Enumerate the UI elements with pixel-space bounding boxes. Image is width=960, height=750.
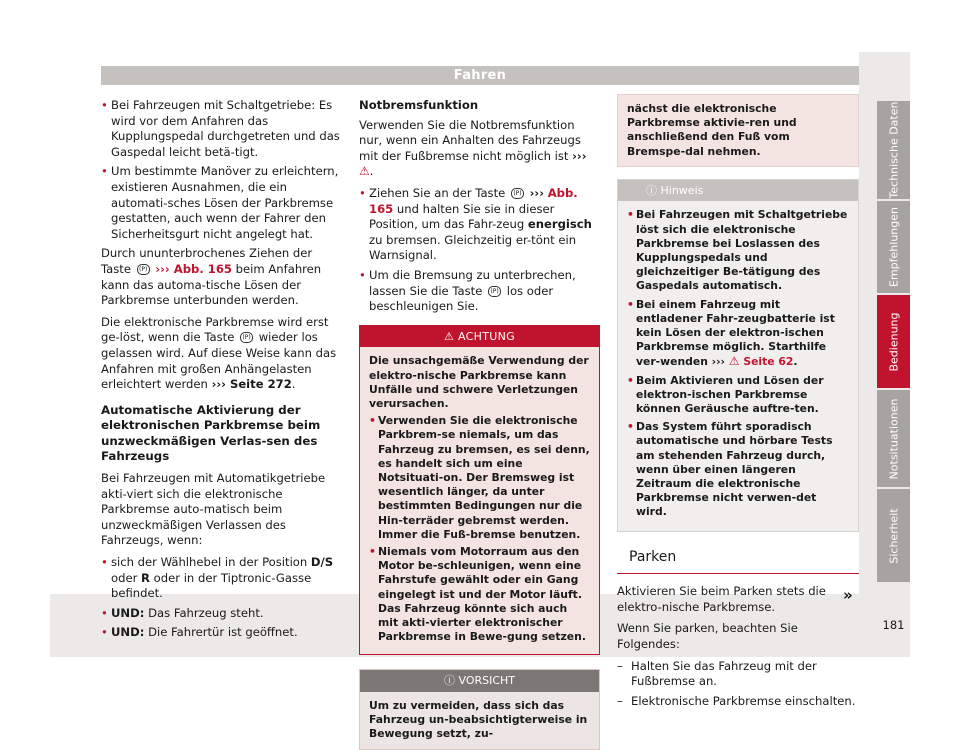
text: Durch ununterbrochenes Ziehen der Taste xyxy=(101,246,313,276)
warning-triangle-icon: ⚠ xyxy=(444,329,455,343)
warning-title: ACHTUNG xyxy=(458,329,515,343)
note-box-header xyxy=(618,180,858,202)
text: Das Fahrzeug steht. xyxy=(148,605,264,620)
note-box xyxy=(617,179,859,532)
caution-icon: ⓘ xyxy=(443,674,455,688)
list-item xyxy=(101,606,341,622)
page-reference-link[interactable]: Seite 62 xyxy=(743,355,794,369)
text: Die Fahrertür ist geöffnet. xyxy=(148,625,298,640)
paragraph xyxy=(101,246,341,308)
list-item: • Bei einem Fahrzeug mit entladener Fahr-zeugbatterie ist kein Lösen der elektron-ischen Parkbremse möglich. Starthilfe ver-wenden ››› ⚠ Seite 62. xyxy=(627,298,849,370)
text: Bei einem Fahrzeug mit entladener Fahr-zeugbatterie ist kein Lösen der elektron-ischen Parkbremse möglich. Starthilfe ver-wenden xyxy=(636,297,835,369)
gear-position: D/S xyxy=(310,555,334,570)
car-battery-icon: ⚠ xyxy=(728,354,740,369)
paragraph: Wenn Sie parken, beachten Sie Folgendes: xyxy=(617,621,798,652)
column-left xyxy=(101,98,341,645)
paragraph: Aktivieren Sie beim Parken stets die elektro-nische Parkbremse. xyxy=(617,584,826,614)
text: Verwenden Sie die Notbremsfunktion nur, wenn ein Anhalten des Fahrzeugs mit der Fußbremse nicht möglich ist xyxy=(359,117,581,163)
text: sich der Wählhebel in der Position xyxy=(111,555,308,570)
tab-label: Notsituationen xyxy=(887,398,900,479)
reference-arrow: ››› xyxy=(711,355,726,369)
paragraph: Bei Fahrzeugen mit Automatikgetriebe akti-viert sich die elektronische Parkbremse auto-matisch beim unzweckmäßigen Verlassen des Fahrzeugs, wenn: xyxy=(101,471,326,548)
parking-brake-icon: (P) xyxy=(137,264,150,275)
page-number: 181 xyxy=(882,618,905,632)
caution-box xyxy=(359,669,600,749)
list-item xyxy=(101,555,341,602)
text: und halten Sie sie in dieser Position, um das Fahr-zeug xyxy=(369,201,555,232)
section-heading: Automatische Aktivierung der elektronischen Parkbremse beim unzweckmäßigen Verlas-sen des Fahrzeugs xyxy=(101,402,321,464)
parking-brake-icon: (P) xyxy=(488,286,501,297)
page-reference-link[interactable]: ››› Seite 272 xyxy=(211,377,292,392)
warning-box-body xyxy=(360,347,599,654)
list-item: – Elektronische Parkbremse einschalten. xyxy=(617,694,859,710)
emphasis: energisch xyxy=(527,217,592,232)
caution-text: Um zu vermeiden, dass sich das Fahrzeug un-beabsichtigterweise in Bewegung setzt, zu- xyxy=(360,692,599,749)
caution-title: VORSICHT xyxy=(458,674,516,688)
column-middle xyxy=(359,98,600,750)
warning-box xyxy=(359,325,600,656)
list-item: • Verwenden Sie die elektronische Parkbrem-se niemals, um das Fahrzeug zu bremsen, es sei denn, es handelt sich um eine Notsituati-on. Der Bremsweg ist wesentlich länger, da unter bestimmten Bedingungen nur die Hin-terräder gebremst werden. Immer die Fuß-bremse benutzen. xyxy=(369,414,590,542)
column-right xyxy=(617,98,859,713)
text: Die elektronische Parkbremse wird erst ge-löst, wenn die Taste xyxy=(101,314,329,345)
note-title: Hinweis xyxy=(660,183,704,197)
label: UND: xyxy=(111,625,145,640)
tab-bedienung[interactable] xyxy=(877,295,910,388)
parking-brake-icon: (P) xyxy=(511,188,524,199)
list-item: • Das System führt sporadisch automatische und hörbare Tests am stehenden Fahrzeug durch, wenn über einen längeren Zeitraum die elektronische Parkbremse nicht verwen-det wird. xyxy=(627,420,849,519)
text: Ziehen Sie an der Taste xyxy=(369,185,506,200)
list-item: • Niemals vom Motorraum aus den Motor be-schleunigen, wenn eine Fahrstufe gewählt oder ein Gang eingelegt ist und der Motor läuft. Das Fahrzeug könnte sich auch mit akti-vierter elektronischer Parkbremse in Bewe-gung setzen. xyxy=(369,545,590,644)
list-item: • Bei Fahrzeugen mit Schaltgetriebe: Es wird vor dem Anfahren das Kupplungspedal durchgetreten und das Gaspedal leicht betä-tigt. xyxy=(101,98,341,160)
note-box-body xyxy=(618,201,858,530)
section-title: Parken xyxy=(617,550,859,575)
list-item xyxy=(359,186,600,264)
text: oder xyxy=(111,570,138,585)
caution-continuation: nächst die elektronische Parkbremse aktivie-ren und anschließend den Fuß vom Bremspe-dal nehmen. xyxy=(617,94,859,167)
list-item: • Beim Aktivieren und Lösen der elektron-ischen Parkbremse können Geräusche auftre-ten. xyxy=(627,374,849,417)
warning-box-header xyxy=(360,326,599,348)
tab-empfehlungen[interactable] xyxy=(877,201,910,293)
info-icon: ⓘ xyxy=(646,183,657,197)
text: wieder los gelassen wird. Auf diese Weise kann das Anfahren mit großen Anhängelasten erleichtert werden xyxy=(101,330,337,392)
page-header: Fahren xyxy=(101,66,859,85)
list-item: • Bei Fahrzeugen mit Schaltgetriebe löst sich die elektronische Parkbremse bei Loslassen des Kupplungspedals und gleichzeitiger Be-tätigung des Gaspedals automatisch. xyxy=(627,208,849,293)
tab-label: Sicherheit xyxy=(887,507,900,564)
list-item xyxy=(101,625,341,641)
figure-reference-link[interactable]: ››› Abb. 165 xyxy=(155,261,232,276)
tab-label: Bedienung xyxy=(887,311,900,372)
text: zu bremsen. Gleichzeitig er-tönt ein Warnsignal. xyxy=(369,232,577,263)
list-item xyxy=(359,268,600,315)
figure-reference-link[interactable]: Abb. 165 xyxy=(369,185,578,216)
text: Um die Bremsung zu unterbrechen, lassen Sie die Taste xyxy=(369,267,576,298)
section-heading: Notbremsfunktion xyxy=(359,98,479,112)
tab-notsituationen[interactable] xyxy=(877,390,910,487)
text: oder in der Tiptronic-Gasse befindet. xyxy=(111,570,312,601)
tab-technische-daten[interactable] xyxy=(877,101,910,199)
list-item: – Halten Sie das Fahrzeug mit der Fußbremse an. xyxy=(617,659,859,690)
parking-brake-icon: (P) xyxy=(240,332,253,343)
caution-box-header xyxy=(360,670,599,692)
tab-label: Empfehlungen xyxy=(887,207,900,287)
warning-triangle-icon: ⚠ xyxy=(359,164,370,179)
text: los oder beschleunigen Sie. xyxy=(369,283,554,314)
reference-arrow: ››› xyxy=(572,148,587,163)
warning-text: Die unsachgemäße Verwendung der elektro-nische Parkbremse kann Unfälle und schwere Verletzungen verursachen. xyxy=(369,354,589,410)
list-item: • Um bestimmte Manöver zu erleichtern, existieren Ausnahmen, die ein automati-sches Lösen der Parkbremse gestatten, auch wenn der Fahrer den Sicherheitsgurt nicht angelegt hat. xyxy=(101,164,341,242)
continue-mark: » xyxy=(843,586,853,604)
paragraph: Verwenden Sie die Notbremsfunktion nur, wenn ein Anhalten des Fahrzeugs mit der Fußbremse nicht möglich ist ››› ⚠. xyxy=(359,117,587,179)
paragraph: Die elektronische Parkbremse wird erst ge-löst, wenn die Taste (P) wieder los gelassen wird. Auf diese Weise kann das Anfahren mit großen Anhängelasten erleichtert werden ››› Seite 272. xyxy=(101,314,337,392)
text: beim Anfahren kann das automa-tische Lösen der Parkbremse unterbunden werden. xyxy=(101,261,322,308)
tab-label: Technische Daten xyxy=(887,101,900,199)
tab-sicherheit[interactable] xyxy=(877,489,910,582)
gear-position: R xyxy=(141,570,150,585)
reference-arrow: ››› xyxy=(529,185,544,200)
label: UND: xyxy=(111,605,145,620)
